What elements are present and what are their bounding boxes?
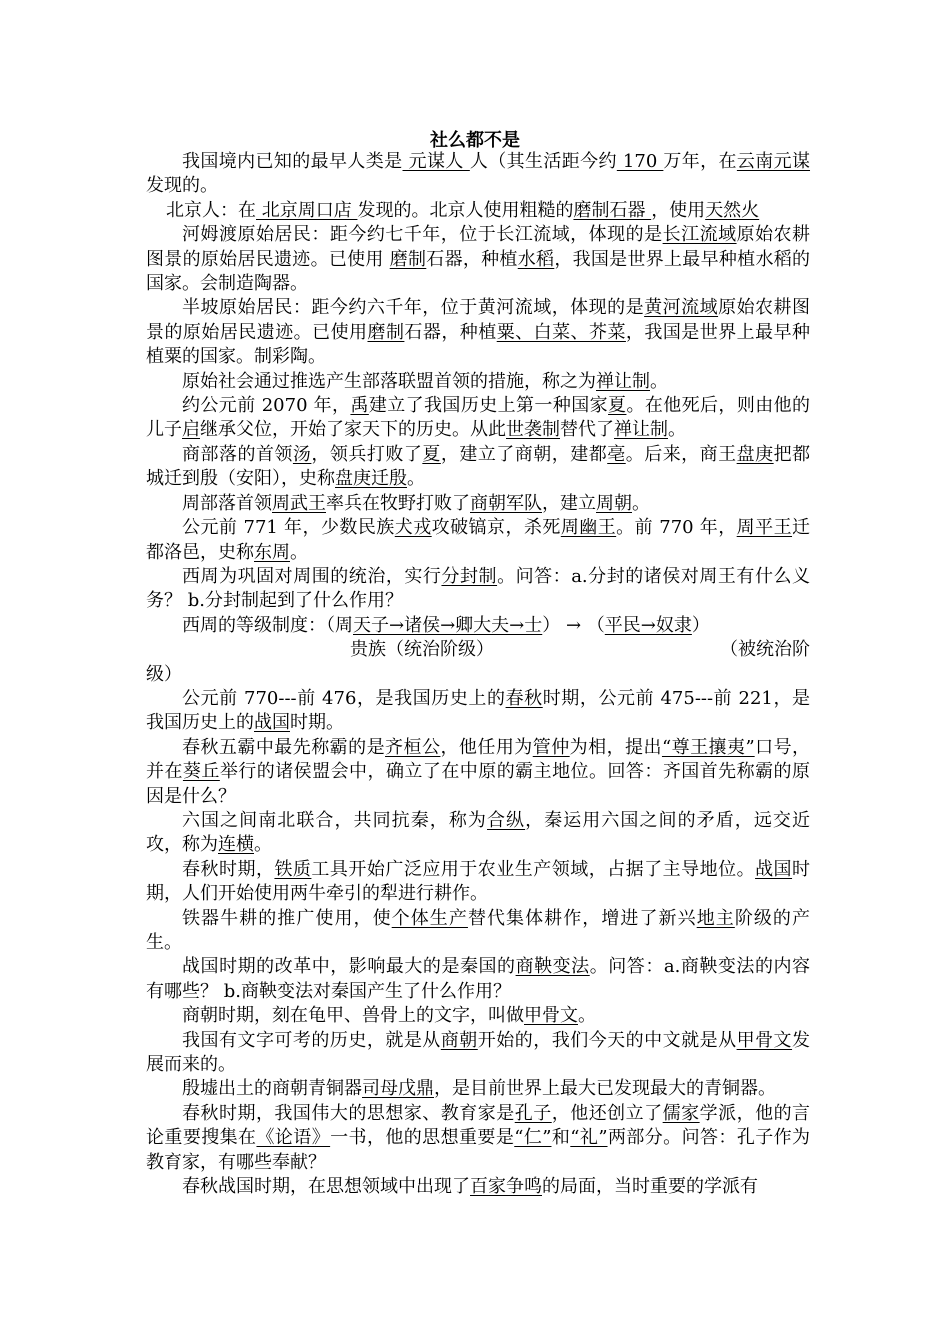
nobles-label: 贵族（统治阶级）: [350, 639, 494, 661]
text-segment: 的局面，当时重要的学派有: [542, 1176, 758, 1198]
answer-underlined: 元谋人: [402, 151, 470, 172]
text-segment: 替代集体耕作，增进了新兴: [467, 907, 697, 929]
answer-underlined: 分封制: [441, 565, 498, 587]
answer-underlined: 天子→诸侯→卿大夫→士: [353, 614, 543, 636]
text-segment: ，是目前世界上最大已发现最大的青铜器。: [434, 1078, 776, 1100]
answer-underlined: 世袭制: [506, 419, 560, 441]
answer-underlined: “尊王攘夷”: [661, 736, 755, 758]
text-segment: 。: [632, 492, 650, 514]
answer-underlined: 水稻: [517, 248, 555, 270]
text-segment: 率兵在牧野打败了: [326, 492, 470, 514]
text-segment: 阶级的产生。: [146, 907, 810, 953]
text-segment: 春秋战国时期，在思想领域中出现了: [182, 1176, 470, 1198]
text-segment: 迁都洛邑，史称: [146, 517, 811, 563]
text-segment: 。: [290, 541, 308, 563]
text-segment: 举行的诸侯盟会中，确立了在中原的霸主地位。回答：齐国首先称霸的原因是什么？: [146, 761, 811, 807]
text-segment: ，建立: [542, 492, 596, 514]
answer-underlined: 夏: [608, 395, 627, 417]
answer-underlined: 亳: [607, 443, 626, 465]
answer-underlined: 孔子: [514, 1102, 552, 1124]
answer-underlined: 北京周口店: [256, 199, 358, 221]
answer-underlined: 合纵: [487, 809, 526, 831]
text-segment: 春秋时期，: [182, 858, 275, 880]
paragraph: [146, 907, 810, 956]
answer-underlined: 甲骨文: [736, 1029, 793, 1051]
text-segment: 人（其生活距今约: [469, 151, 617, 172]
answer-underlined: 云南元谋: [736, 151, 811, 172]
text-segment: 约公元前 2070 年，: [182, 395, 351, 417]
answer-underlined: 商朝军队: [470, 492, 542, 514]
paragraph: [146, 394, 810, 443]
answer-underlined: 磨制: [367, 321, 405, 343]
answer-underlined: 禅让制: [614, 419, 668, 441]
text-segment: 。: [407, 468, 425, 490]
text-segment: ，我国是世界上最早种植水稻的国家。会制造陶器。: [146, 248, 811, 295]
paragraph: [146, 492, 810, 516]
text-segment: 发展而来的。: [146, 1029, 811, 1076]
text-segment: 公元前 770---前 476，是我国历史上的: [182, 687, 506, 709]
answer-underlined: 170: [616, 151, 664, 172]
answer-underlined: 个体生产: [391, 907, 468, 929]
answer-underlined: 盘庚迁殷: [335, 468, 407, 490]
text-segment: 把都城迁到殷（安阳），史称: [146, 443, 811, 490]
text-segment: 时期，公元前 475---前 221，是我国历史上的: [146, 687, 811, 734]
answer-underlined: 管仲: [532, 736, 570, 758]
text-segment: 。: [254, 834, 272, 856]
paragraph: [146, 199, 810, 223]
answer-underlined: 禹: [350, 395, 369, 417]
text-segment: 春秋时期，我国伟大的思想家、教育家是: [182, 1102, 515, 1124]
answer-underlined: “礼”: [570, 1127, 608, 1149]
text-segment: 商朝时期，刻在龟甲、兽骨上的文字，叫做: [182, 1005, 524, 1027]
text-segment: 我国有文字可考的历史，就是从: [182, 1029, 441, 1051]
paragraph: [146, 736, 810, 809]
paragraph: [146, 858, 810, 907]
text-segment: 我国境内已知的最早人类是: [182, 151, 403, 172]
text-segment: 半坡原始居民：距今约六千年，位于黄河流域，体现的是: [182, 297, 645, 319]
text-segment: 。: [668, 419, 686, 441]
text-segment: 工具开始广泛应用于农业生产领域，占据了主导地位。: [311, 858, 756, 880]
text-segment: ，使用: [651, 199, 706, 221]
text-segment: 铁器牛耕的推广使用，使: [182, 907, 392, 929]
answer-underlined: 铁质: [274, 858, 312, 880]
text-segment: ，秦运用六国之间的矛盾，远交近攻，称为: [146, 809, 810, 856]
answer-underlined: 磨制石器: [573, 199, 652, 221]
text-segment: ，他还创立了: [551, 1102, 663, 1124]
text-segment: 一书，他的思想重要是: [330, 1127, 515, 1149]
paragraph: [146, 1175, 810, 1199]
paragraph: [146, 565, 810, 614]
text-segment: 公元前 771 年，少数民族: [182, 517, 395, 539]
text-segment: 口号，并在: [146, 736, 811, 783]
text-segment: 。前 770 年，: [616, 517, 737, 539]
text-segment: 。: [650, 370, 668, 392]
paragraph: [146, 296, 810, 369]
text-segment: 。后来，商王: [625, 443, 737, 465]
answer-underlined: 粟、白菜、芥菜: [496, 321, 626, 343]
text-segment: 石器，种植: [404, 321, 497, 343]
text-segment: ，他任用为: [440, 736, 533, 758]
text-segment: 发现的。北京人使用粗糙的: [357, 199, 574, 221]
answer-underlined: 春秋: [505, 687, 543, 709]
text-segment: ，领兵打败了: [311, 443, 423, 465]
answer-underlined: 商鞅变法: [515, 956, 590, 978]
ruled-label-head: （被统治阶: [720, 639, 810, 661]
text-segment: 六国之间南北联合，共同抗秦，称为: [182, 809, 487, 831]
text-segment: 建立了我国历史上第一种国家: [368, 395, 609, 417]
paragraph: [146, 443, 810, 492]
answer-underlined: 周平王: [736, 517, 793, 539]
text-segment: 西周为巩固对周围的统治，实行: [182, 565, 442, 587]
answer-underlined: 东周: [254, 541, 290, 563]
answer-underlined: 启: [182, 419, 200, 441]
text-segment: 攻破镐京，杀死: [431, 517, 561, 539]
answer-underlined: 百家争鸣: [470, 1176, 542, 1198]
text-segment: ）: [691, 614, 710, 636]
answer-underlined: 连横: [218, 834, 254, 856]
paragraph-group-2: [146, 687, 810, 1200]
text-segment: 。问答：a.商鞅变法的内容有哪些？ b.商鞅变法对秦国产生了什么作用？: [146, 956, 811, 1002]
answer-underlined: 周幽王: [560, 517, 617, 539]
paragraph: [146, 809, 810, 858]
text-segment: 为相，提出: [569, 736, 662, 758]
answer-underlined: 平民→奴隶: [604, 614, 692, 636]
answer-underlined: 禅让制: [596, 370, 650, 392]
text-segment: 春秋五霸中最先称霸的是: [182, 736, 386, 758]
text-segment: 继承父位，开始了家天下的历史。从此: [200, 419, 506, 441]
paragraph: [146, 1004, 810, 1028]
text-segment: 石器，种植: [426, 248, 518, 270]
text-segment: 。问答：a.分封的诸侯对周王有什么义务？ b.分封制起到了什么作用？: [146, 565, 811, 612]
answer-underlined: 地主: [696, 907, 735, 929]
text-segment: 两部分。问答：孔子作为教育家，有哪些奉献？: [146, 1127, 811, 1173]
answer-underlined: 商朝: [440, 1029, 478, 1051]
ruled-label-tail: 级）: [146, 663, 182, 685]
text-segment: 发现的。: [146, 175, 218, 197]
page-title: 社么都不是: [430, 130, 520, 151]
text-segment: 西周的等级制度：（周: [182, 614, 353, 636]
answer-underlined: 长江流域: [662, 224, 737, 246]
answer-underlined: 汤: [292, 443, 312, 465]
text-segment: 学派，他的言论重要搜集在: [146, 1102, 811, 1149]
answer-underlined: 天然火: [705, 199, 760, 221]
paragraph: [146, 687, 810, 736]
answer-underlined: 葵丘: [182, 761, 220, 783]
document-body: [146, 150, 810, 1199]
text-segment: 替代了: [560, 419, 614, 441]
answer-underlined: 磨制: [389, 248, 427, 270]
text-segment: 万年，在: [663, 151, 737, 172]
paragraph: [146, 150, 810, 199]
paragraph: [146, 1029, 810, 1078]
paragraph: [146, 370, 810, 394]
text-segment: ） → （: [542, 614, 605, 636]
text-segment: 和: [551, 1127, 571, 1149]
answer-underlined: 齐桓公: [385, 736, 441, 758]
answer-underlined: 犬戎: [394, 517, 432, 539]
paragraph: [146, 1077, 810, 1101]
text-segment: 原始社会通过推选产生部落联盟首领的措施，称之为: [182, 370, 596, 392]
paragraph-group-1: [146, 150, 810, 638]
text-segment: 商部落的首领: [182, 443, 293, 465]
text-segment: 殷墟出土的商朝青铜器: [182, 1078, 362, 1100]
ruled-label-tail-line: [146, 663, 810, 687]
answer-underlined: 盘庚: [736, 443, 774, 465]
answer-underlined: 周朝: [596, 492, 632, 514]
text-segment: 战国时期的改革中，影响最大的是秦国的: [182, 956, 516, 978]
text-segment: 北京人：在: [166, 199, 256, 221]
paragraph: [146, 223, 810, 296]
text-segment: 周部落首领: [182, 492, 272, 514]
answer-underlined: 黄河流域: [644, 297, 719, 319]
text-segment: 。: [578, 1005, 596, 1027]
paragraph: [146, 614, 810, 638]
text-segment: 开始的，我们今天的中文就是从: [477, 1029, 737, 1051]
answer-underlined: 夏: [422, 443, 441, 465]
answer-underlined: “仁”: [514, 1127, 552, 1149]
paragraph: [146, 1102, 810, 1175]
answer-underlined: 战国: [254, 712, 290, 734]
text-segment: 时期，人们开始使用两牛牵引的犁进行耕作。: [146, 858, 811, 905]
answer-underlined: 儒家: [662, 1102, 700, 1124]
text-segment: ，我国是世界上最早种植粟的国家。制彩陶。: [146, 321, 811, 368]
answer-underlined: 战国: [755, 858, 793, 880]
text-segment: ，建立了商朝，建都: [440, 443, 608, 465]
text-segment: 时期。: [290, 712, 344, 734]
paragraph: [146, 516, 810, 565]
text-segment: 河姆渡原始居民：距今约七千年，位于长江流域，体现的是: [182, 224, 663, 246]
paragraph: [146, 955, 810, 1004]
text-segment: 原始农耕图景的原始居民遗迹。已使用: [146, 297, 811, 343]
answer-underlined: 周武王: [272, 492, 326, 514]
answer-underlined: 甲骨文: [524, 1005, 578, 1027]
answer-underlined: 《论语》: [256, 1127, 331, 1149]
text-segment: 原始农耕图景的原始居民遗迹。已使用: [146, 224, 811, 270]
text-segment: 。在他死后，则由他的儿子: [146, 395, 811, 441]
rank-labels-row: [146, 638, 810, 662]
answer-underlined: 司母戊鼎: [362, 1078, 434, 1100]
